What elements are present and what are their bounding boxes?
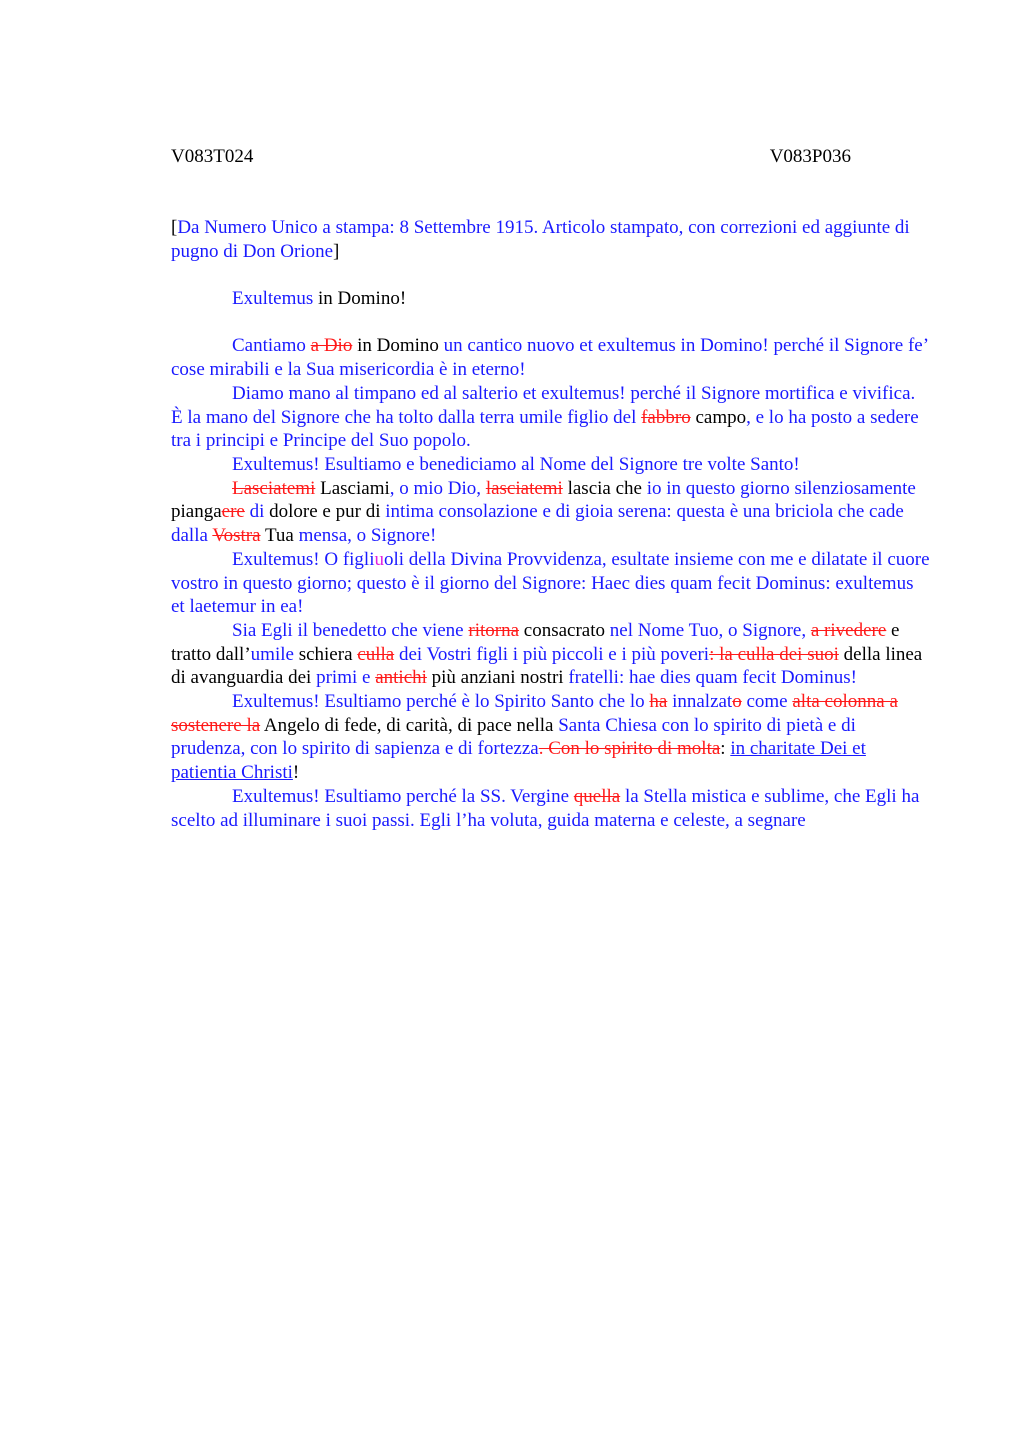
deleted-text: ere (221, 501, 245, 523)
original-text: Tua (260, 525, 299, 547)
source-note: [Da Numero Unico a stampa: 8 Settembre 1915. Articolo stampato, con correzioni ed aggiunte di pugno di Don Orione] (171, 217, 910, 262)
highlighted-letter: u (374, 548, 384, 570)
original-text: consacrato (519, 619, 610, 641)
paragraph (171, 382, 931, 453)
added-text: Exultemus! O figli (232, 548, 375, 570)
deleted-text: o (732, 691, 742, 713)
page-code: V083P036 (769, 146, 851, 167)
added-text: oli della Divina Provvidenza, esultate insieme con me e dilatate il cuore vostro in questo giorno; questo è il giorno del Signore: Haec dies quam fecit Dominus: exultemus et laetemur in ea! (171, 548, 930, 618)
original-text: pianga (171, 501, 222, 523)
document-code: V083T024 (171, 146, 254, 167)
original-text: schiera (293, 643, 358, 665)
deleted-text: . Con lo spirito di molta (538, 738, 721, 760)
added-text: intima consolazione e di gioia serena: questa è una briciola che cade dalla (171, 501, 904, 547)
paragraph (171, 785, 931, 832)
deleted-text: Vostra (212, 525, 261, 547)
added-text: la Stella mistica e sublime, che Egli ha scelto ad illuminare i suoi passi. Egli l’ha voluta, guida materna e celeste, a segnare (171, 785, 920, 831)
added-text: mensa, o Signore! (298, 525, 437, 547)
added-text: Exultemus! Esultiamo perché la SS. Vergine (232, 785, 574, 807)
paragraph (171, 334, 931, 381)
paragraph (171, 690, 931, 785)
paragraphs (171, 334, 931, 832)
added-text: Santa Chiesa con lo spirito di pietà e di prudenza, con lo spirito di sapienza e di fortezza (171, 714, 856, 760)
paragraph (171, 548, 931, 619)
added-text: umile (250, 643, 294, 665)
underlined-text: in charitate Dei et patientia Christi (171, 738, 866, 784)
deleted-text: a Dio (310, 335, 353, 357)
deleted-text: Lasciatemi (232, 477, 316, 499)
deleted-text: quella (573, 785, 621, 807)
deleted-text: alta colonna a sostenere la (171, 691, 898, 736)
added-text: fratelli: hae dies quam fecit Dominus! (568, 667, 857, 689)
original-text: : (720, 738, 731, 760)
original-text: della linea di avanguardia dei (171, 643, 923, 689)
original-text: e tratto dall’ (171, 619, 900, 665)
original-text: Lasciami (315, 477, 390, 499)
deleted-text: ritorna (468, 619, 520, 641)
deleted-text: lasciatemi (485, 477, 563, 499)
added-text: un cantico nuovo et exultemus in Domino! perché il Signore fe’ cose mirabili e la Sua misericordia è in eterno! (171, 335, 928, 381)
deleted-text: ha (649, 691, 668, 713)
original-text: Angelo di fede, di carità, di pace nella (260, 714, 559, 736)
original-text: in Domino (352, 335, 444, 357)
page-header (171, 146, 851, 170)
original-text: dolore e pur di (264, 501, 386, 523)
paragraph (171, 619, 931, 690)
deleted-text: fabbro (641, 406, 691, 428)
document-title: Exultemus in Domino! (232, 288, 407, 310)
original-text: lascia che (562, 477, 647, 499)
added-text: , o mio Dio, (389, 477, 486, 499)
added-text: io in questo giorno silenziosamente (646, 477, 916, 499)
added-text: nel Nome Tuo, o Signore, (609, 619, 811, 641)
added-text: dei Vostri figli i più piccoli e i più poveri (394, 643, 710, 665)
paragraph (171, 477, 931, 548)
added-text: Sia Egli il benedetto che viene (232, 619, 469, 641)
added-text: innalzat (667, 691, 733, 713)
added-text: Cantiamo (232, 335, 311, 357)
added-text: Exultemus! Esultiamo e benediciamo al Nome del Signore tre volte Santo! (232, 454, 800, 475)
added-text: Exultemus! Esultiamo perché è lo Spirito Santo che lo (232, 691, 650, 713)
deleted-text: : la culla dei suoi (709, 643, 839, 665)
deleted-text: a rivedere (810, 619, 887, 641)
deleted-text: culla (357, 643, 395, 665)
added-text: Diamo mano al timpano ed al salterio et exultemus! perché il Signore mortifica e vivifica. È la mano del Signore che ha tolto dalla terra umile figlio del (171, 382, 916, 428)
original-text: più anziani nostri (426, 667, 569, 689)
original-text: ! (292, 762, 300, 784)
deleted-text: antichi (375, 667, 427, 689)
added-text: di (244, 501, 265, 523)
original-text: campo (690, 406, 747, 428)
added-text: come (741, 691, 793, 713)
added-text: , e lo ha posto a sedere tra i principi e Principe del Suo popolo. (171, 406, 919, 452)
document-body (171, 216, 931, 832)
paragraph (171, 453, 931, 477)
added-text: primi e (316, 667, 376, 689)
